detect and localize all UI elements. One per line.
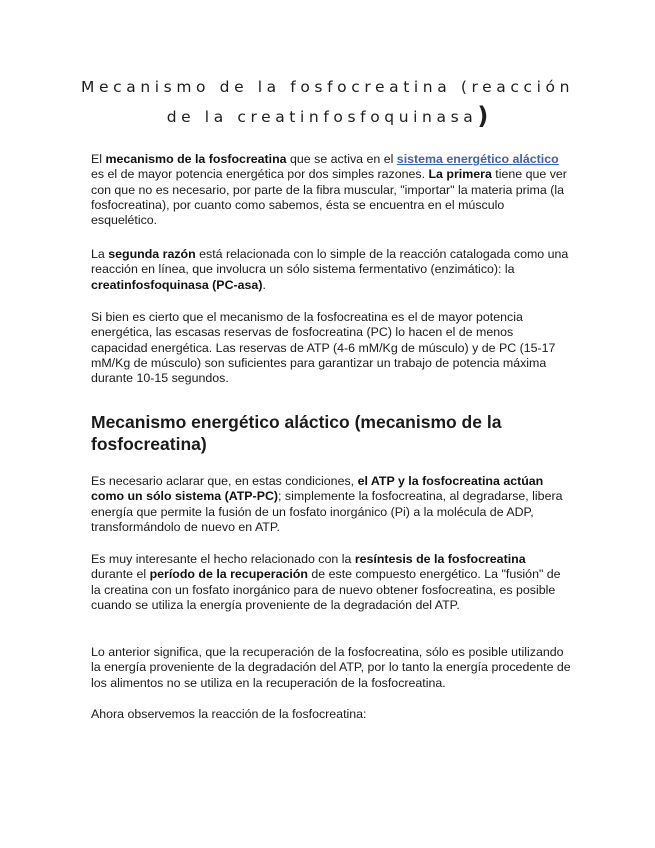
- text: Es necesario aclarar que, en estas condiciones,: [91, 474, 358, 488]
- text: .: [262, 277, 266, 292]
- text: La: [91, 247, 109, 261]
- bold-text: mecanismo de la fosfocreatina: [105, 152, 287, 166]
- bold-text: resíntesis de la fosfocreatina: [354, 552, 526, 566]
- bold-text: el ATP y la fosfocreatina actúan como un sólo sistema (ATP-PC): [91, 474, 544, 504]
- paragraph-recuperacion: Lo anterior significa, que la recuperación de la fosfocreatina, sólo es posible utilizando la energía proveniente de la degradación del ATP, por lo tanto la energía procedente de los alimentos no se utiliza en la recuperación de la fosfocreatina.: [91, 645, 571, 690]
- bold-text: segunda razón: [108, 247, 196, 261]
- section-heading: Mecanismo energético aláctico (mecanismo de la fosfocreatina): [91, 412, 502, 454]
- link-text-part1[interactable]: sistema energético: [396, 152, 510, 166]
- text: Es muy interesante el hecho relacionado con la: [91, 552, 355, 566]
- title-close-paren: ): [477, 102, 489, 130]
- text: durante el: [91, 567, 150, 582]
- sistema-energetico-link[interactable]: [397, 152, 559, 166]
- text: ; simplemente la fosfocreatina, al degradarse, libera energía que permite la fusión de un fosfato inorgánico (Pi) a la molécula de ADP, transformándolo de nuevo en ATP.: [91, 489, 563, 534]
- title-line-1: Mecanismo de la fosfocreatina (reacción: [80, 78, 575, 96]
- text: está relacionada con lo simple de la reacción catalogada como una reacción en línea, que involucra un sólo sistema fermentativo (enzimático): la: [91, 247, 569, 277]
- text: es el de mayor potencia energética por dos simples razones.: [91, 167, 429, 182]
- paragraph-reservas: Si bien es cierto que el mecanismo de la fosfocreatina es el de mayor potencia energética, las escasas reservas de fosfocreatina (PC) lo hacen el de menos capacidad energética. Las reservas de ATP (4-6 mM/Kg de músculo) y de PC (15-17 mM/Kg de músculo) son suficientes para garantizar un trabajo de potencia máxima durante 10-15 segundos.: [91, 310, 556, 386]
- paragraph-resintesis: [91, 552, 571, 613]
- bold-text: La primera: [428, 167, 492, 182]
- document-title: [60, 73, 595, 132]
- paragraph-atp-pc: [91, 474, 571, 535]
- text: que se activa en el: [286, 152, 397, 166]
- paragraph-segunda-razon: [91, 247, 571, 293]
- link-text-part2[interactable]: aláctico: [512, 152, 559, 166]
- paragraph-observemos: Ahora observemos la reacción de la fosfocreatina:: [91, 707, 367, 721]
- text: El: [91, 152, 106, 166]
- bold-text: período de la recuperación: [149, 567, 308, 582]
- text: de este compuesto energético. La "fusión" de la creatina con un fosfato inorgánico para de nuevo obtener fosfocreatina, es posible cuando se utiliza la energía proveniente de la degradación del ATP.: [91, 567, 561, 612]
- title-line-2: de la creatinfosfoquinasa: [166, 108, 478, 126]
- bold-text: creatinfosfoquinasa (PC-asa): [91, 277, 263, 292]
- paragraph-intro: [91, 152, 571, 228]
- text: tiene que ver con que no es necesario, por parte de la fibra muscular, "importar" la materia prima (la fosfocreatina), por cuanto como sabemos, ésta se encuentra en el músculo esquelético.: [91, 167, 567, 228]
